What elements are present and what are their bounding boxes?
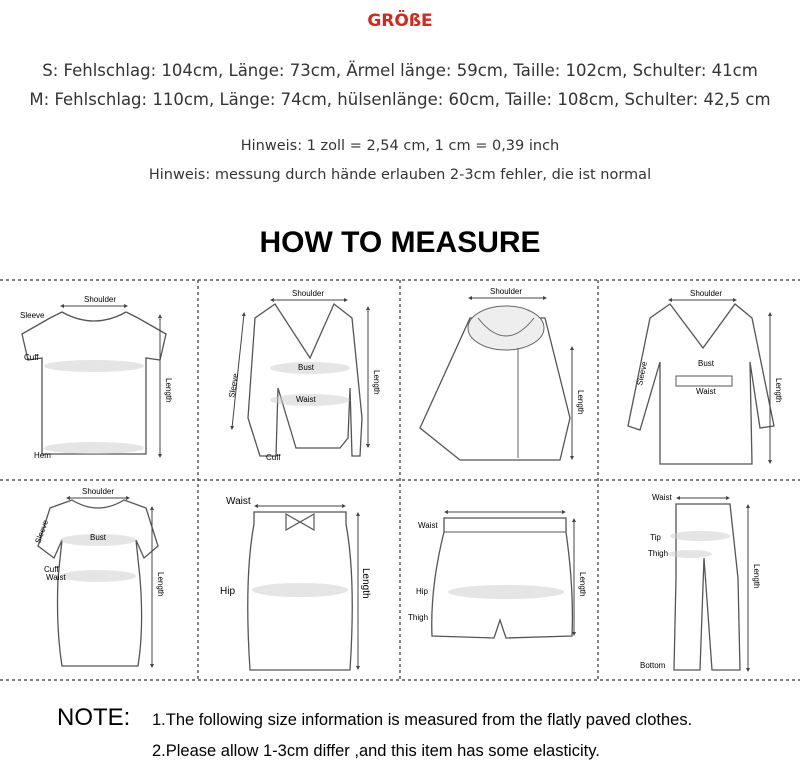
label-bottom: Bottom bbox=[640, 661, 666, 670]
note-line-1: 1.The following size information is measured from the flatly paved clothes. bbox=[152, 711, 693, 729]
label-hip: Hip bbox=[220, 586, 236, 597]
label-sleeve: Sleeve bbox=[33, 518, 51, 545]
label-cuff: Cuff bbox=[44, 565, 59, 574]
label-shoulder: Shoulder bbox=[292, 289, 325, 298]
label-shoulder: Shoulder bbox=[84, 295, 117, 304]
tshirt-diagram bbox=[20, 295, 173, 460]
label-cuff: Cuff bbox=[24, 353, 39, 362]
hint-tolerance: Hinweis: messung durch hände erlauben 2-3cm fehler, die ist normal bbox=[148, 167, 652, 183]
belted-coat-diagram bbox=[628, 289, 783, 464]
measure-diagram-grid bbox=[0, 278, 800, 682]
grid-dashed-borders bbox=[0, 280, 800, 680]
shorts-diagram bbox=[408, 512, 587, 638]
label-waist: Waist bbox=[418, 521, 438, 530]
note-heading: NOTE: bbox=[57, 704, 131, 731]
dress-diagram bbox=[33, 487, 165, 666]
label-length: Length bbox=[752, 564, 761, 589]
label-thigh: Thigh bbox=[648, 549, 669, 558]
hint-conversion: Hinweis: 1 zoll = 2,54 cm, 1 cm = 0,39 inch bbox=[240, 138, 560, 154]
label-bust: Bust bbox=[90, 533, 107, 542]
label-sleeve: Sleeve bbox=[635, 360, 650, 387]
label-length: Length bbox=[576, 390, 585, 415]
label-shoulder: Shoulder bbox=[490, 287, 523, 296]
label-hem: Hem bbox=[34, 451, 51, 460]
label-sleeve: Sleeve bbox=[227, 372, 241, 399]
how-to-measure-heading: HOW TO MEASURE bbox=[259, 226, 541, 259]
label-length: Length bbox=[774, 378, 783, 403]
label-waist: Waist bbox=[696, 387, 716, 396]
label-bust: Bust bbox=[698, 359, 715, 368]
label-length: Length bbox=[360, 568, 371, 599]
label-length: Length bbox=[578, 572, 587, 597]
skirt-diagram bbox=[220, 496, 371, 670]
label-bust: Bust bbox=[298, 363, 315, 372]
trousers-diagram bbox=[640, 493, 761, 670]
label-shoulder: Shoulder bbox=[690, 289, 723, 298]
size-m-line: M: Fehlschlag: 110cm, Länge: 74cm, hülsenlänge: 60cm, Taille: 108cm, Schulter: 42,5 cm bbox=[29, 90, 771, 109]
label-thigh: Thigh bbox=[408, 613, 429, 622]
label-length: Length bbox=[372, 370, 381, 395]
note-line-2: 2.Please allow 1-3cm differ ,and this item has some elasticity. bbox=[152, 742, 600, 760]
label-hip: Hip bbox=[416, 587, 429, 596]
label-waist: Waist bbox=[652, 493, 672, 502]
blazer-diagram bbox=[227, 289, 381, 462]
label-waist: Waist bbox=[296, 395, 316, 404]
label-cuff: Cuff bbox=[266, 453, 281, 462]
size-title: GRÖßE bbox=[367, 11, 433, 31]
label-tip: Tip bbox=[650, 533, 661, 542]
label-waist: Waist bbox=[226, 496, 251, 507]
label-waist: Waist bbox=[46, 573, 66, 582]
cape-coat-diagram bbox=[420, 287, 585, 460]
label-sleeve: Sleeve bbox=[20, 311, 45, 320]
label-length: Length bbox=[156, 572, 165, 597]
label-shoulder: Shoulder bbox=[82, 487, 115, 496]
size-s-line: S: Fehlschlag: 104cm, Länge: 73cm, Ärmel länge: 59cm, Taille: 102cm, Schulter: 41cm bbox=[42, 61, 758, 80]
label-length: Length bbox=[164, 378, 173, 403]
